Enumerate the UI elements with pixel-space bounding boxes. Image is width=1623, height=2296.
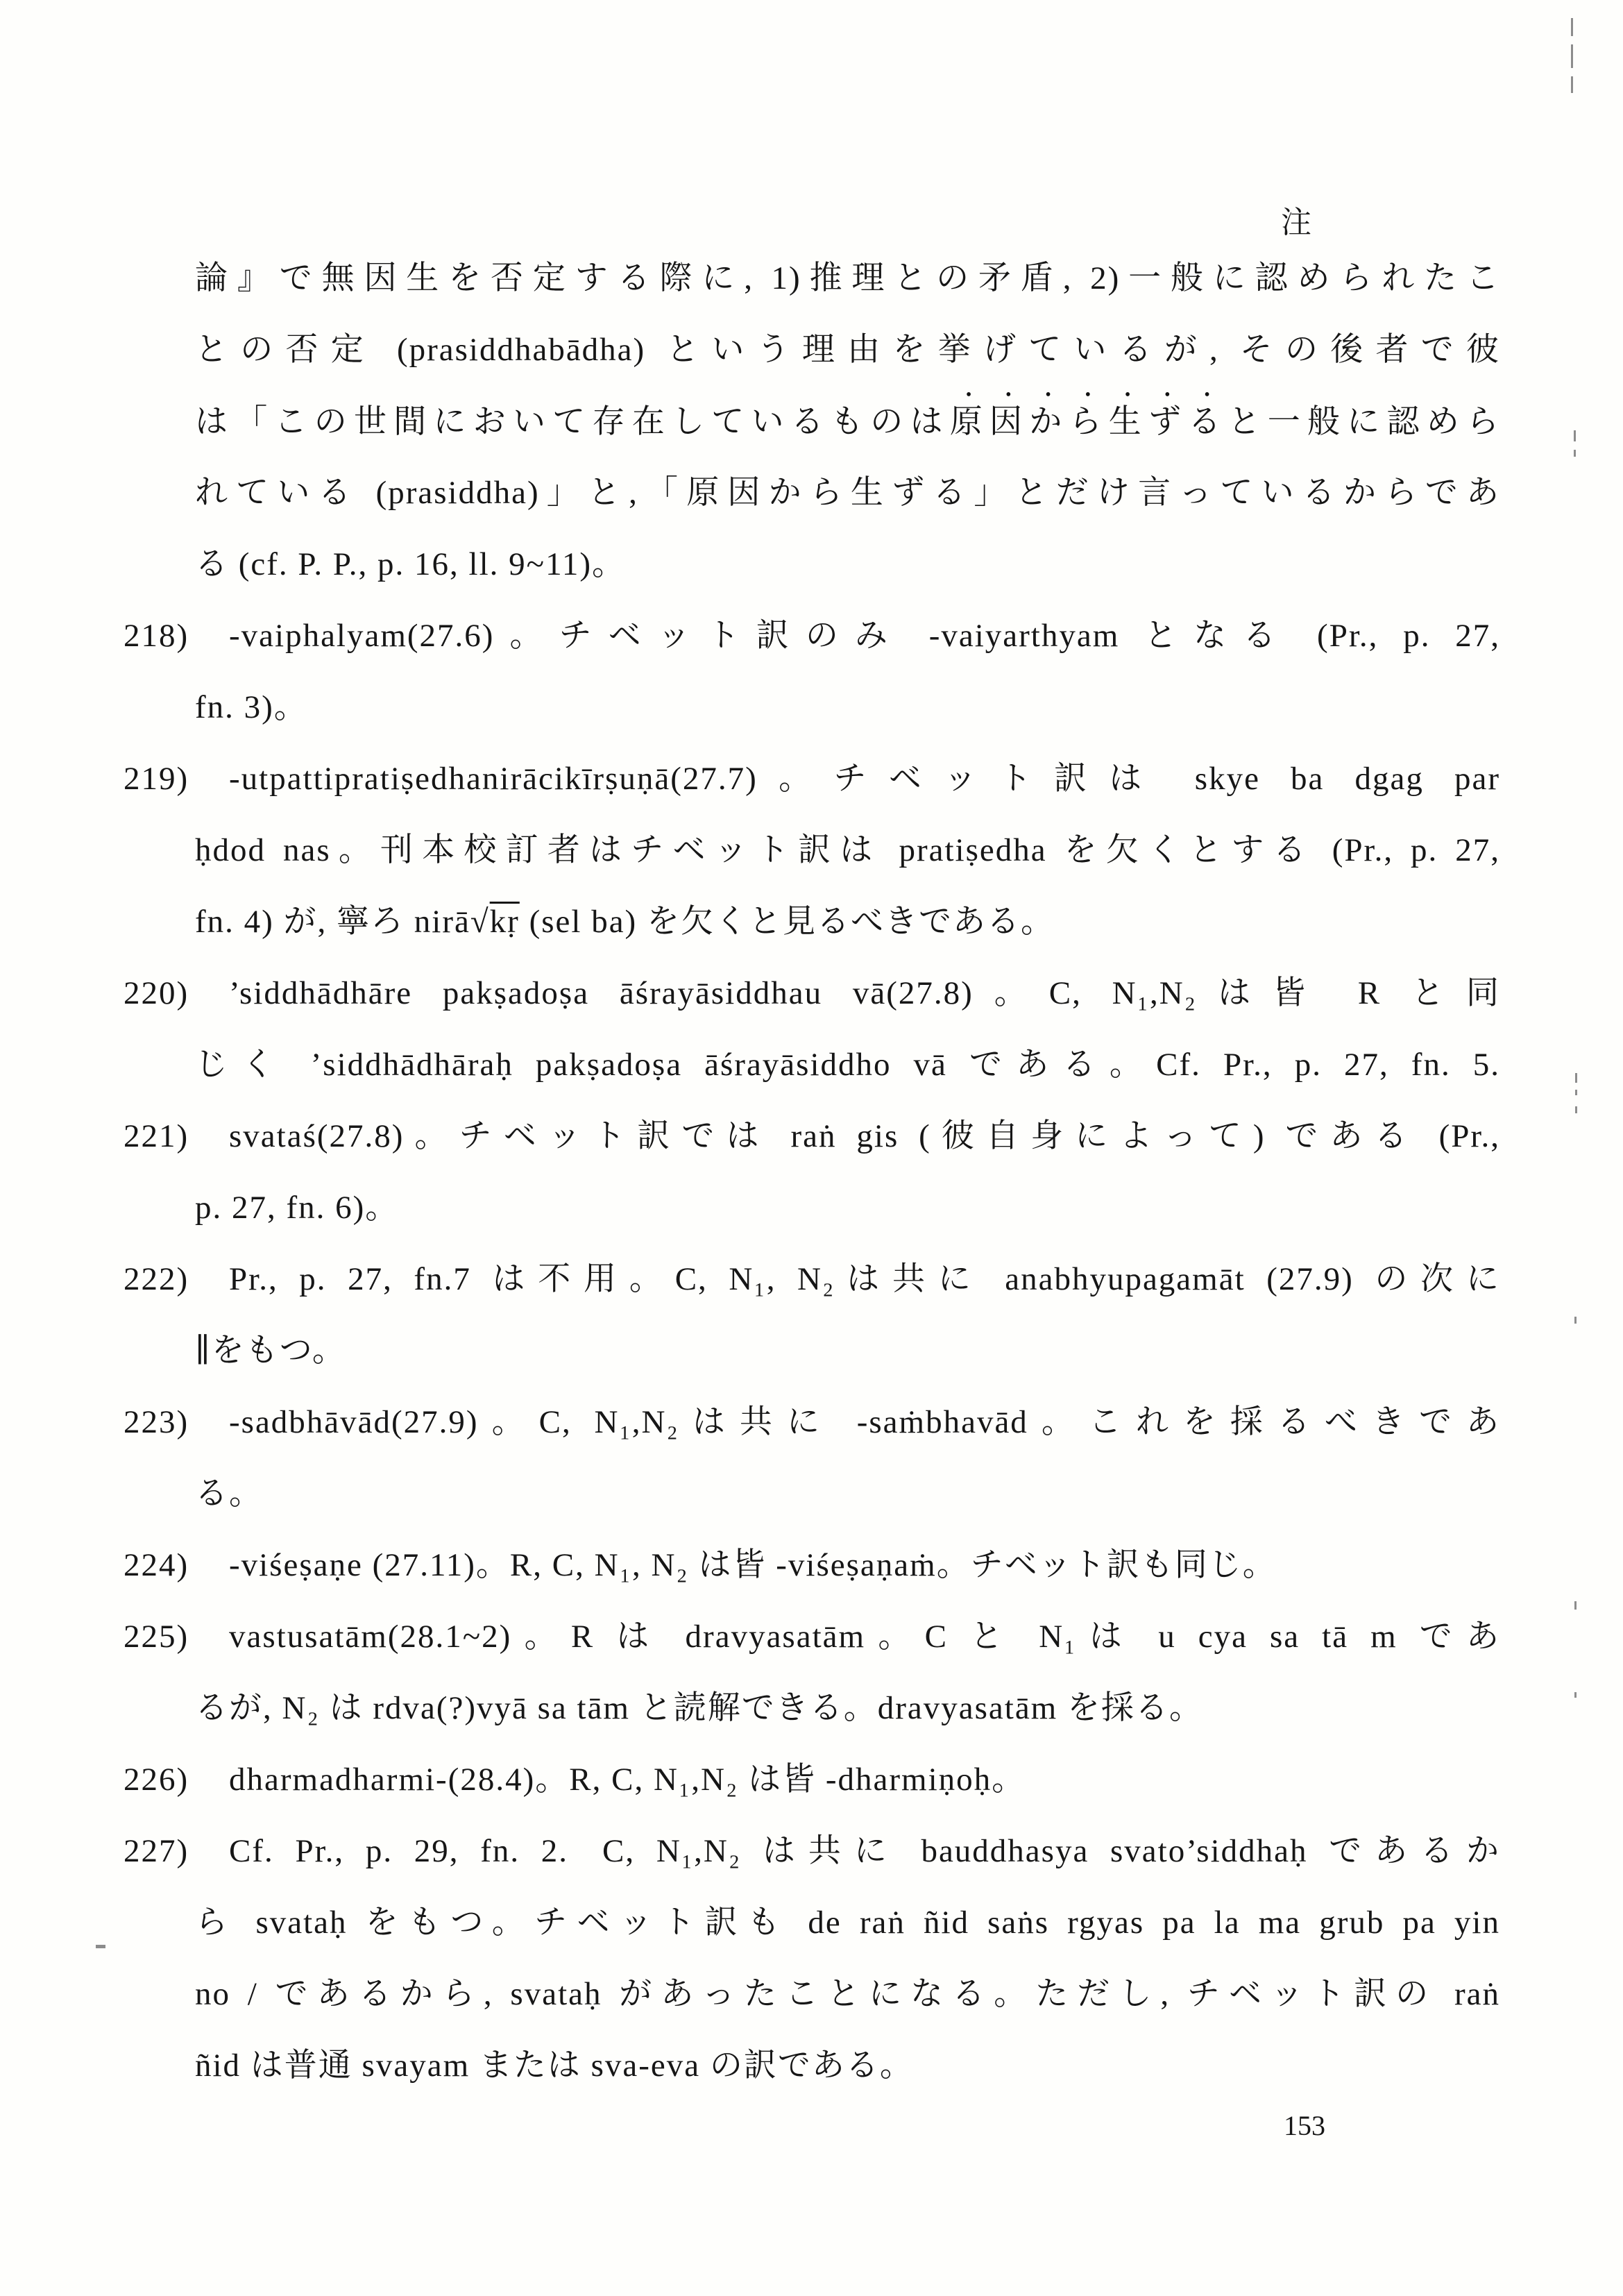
note-224 bbox=[0, 1530, 1623, 1601]
emphasized-text: 原因から生ずる bbox=[949, 404, 1228, 440]
note-number: 226) bbox=[124, 1762, 189, 1798]
text-line: fn. 3)。 bbox=[195, 689, 308, 725]
text-line: ら svataḥ をもつ。チベット訳も de raṅ ñid saṅs rgyas pa la ma grub pa yin bbox=[195, 1905, 1500, 1941]
scan-artifact bbox=[1571, 44, 1573, 68]
text-run: と一般に認めら bbox=[1227, 404, 1500, 440]
note-218 bbox=[0, 600, 1623, 743]
note-223 bbox=[0, 1387, 1623, 1530]
note-225 bbox=[0, 1601, 1623, 1744]
text-line: との否定 (prasiddhabādha) という理由を挙げているが, その後者で彼 bbox=[195, 332, 1500, 368]
text-line bbox=[0, 1816, 1500, 1887]
note-number: 225) bbox=[124, 1619, 189, 1655]
text-run: -sadbhāvād(27.9)。C, N₁,N₂は共に -saṁbhavād。これを採るべきであ bbox=[229, 1404, 1500, 1440]
text-line bbox=[0, 600, 1500, 672]
text-line: るが, N₂ は rdva(?)vyā sa tām と読解できる。dravyasatām を採る。 bbox=[195, 1690, 1203, 1726]
text-run: fn. 4) が, 寧ろ nirā√ bbox=[195, 904, 490, 940]
text-line bbox=[0, 743, 1500, 815]
text-line: じく ’siddhādhāraḥ pakṣadoṣa āśrayāsiddho vā である。Cf. Pr., p. 27, fn. 5. bbox=[195, 1047, 1500, 1083]
text-run: dharmadharmi-(28.4)。R, C, N₁,N₂ は皆 -dharmiṇoḥ。 bbox=[229, 1762, 1026, 1798]
note-219 bbox=[0, 743, 1623, 958]
text-line: p. 27, fn. 6)。 bbox=[195, 1190, 400, 1226]
text-line: れている (prasiddha)」と,「原因から生ずる」とだけ言っているからであ bbox=[195, 475, 1500, 511]
note-number: 219) bbox=[124, 761, 189, 797]
text-run: (sel ba) を欠くと見るべきである。 bbox=[519, 904, 1055, 940]
radical-overline-text: kṛ bbox=[489, 904, 520, 940]
scan-artifact bbox=[1571, 76, 1573, 93]
text-line bbox=[0, 1387, 1500, 1458]
text-line: ∥をもつ。 bbox=[195, 1333, 346, 1369]
note-number: 222) bbox=[124, 1261, 189, 1297]
note-number: 218) bbox=[124, 618, 189, 654]
text-line: 論』で無因生を否定する際に, 1)推理との矛盾, 2)一般に認められたこ bbox=[195, 260, 1500, 296]
note-227 bbox=[0, 1816, 1623, 2102]
page-number: 153 bbox=[1284, 2110, 1325, 2141]
text-line: ñid は普通 svayam または sva-eva の訳である。 bbox=[195, 2048, 914, 2084]
text-line bbox=[0, 958, 1500, 1029]
text-line: no / であるから, svataḥ があったことになる。ただし, チベット訳の raṅ bbox=[195, 1976, 1500, 2012]
note-221 bbox=[0, 1101, 1623, 1244]
text-line bbox=[0, 1601, 1500, 1673]
text-run: ’siddhādhāre pakṣadoṣa āśrayāsiddhau vā(27.8)。C, N₁,N₂は皆 R と同 bbox=[229, 975, 1500, 1011]
text-line: る (cf. P. P., p. 16, ll. 9~11)。 bbox=[195, 546, 626, 582]
text-run: -utpattipratiṣedhanirācikīrṣuṇā(27.7)。チベット訳は skye ba dgag par bbox=[229, 761, 1500, 797]
note-220 bbox=[0, 958, 1623, 1101]
text-run: vastusatām(28.1~2)。R は dravyasatām。C と N₁は u cya sa tā m であ bbox=[229, 1619, 1500, 1655]
note-222 bbox=[0, 1244, 1623, 1387]
text-line bbox=[0, 1244, 1500, 1315]
text-run: は「この世間において存在しているものは bbox=[195, 404, 950, 440]
text-run: svataś(27.8)。チベット訳では raṅ gis (彼自身によって) である (Pr., bbox=[229, 1118, 1500, 1154]
text-line bbox=[0, 886, 1500, 958]
text-line: る。 bbox=[195, 1476, 263, 1512]
note-number: 220) bbox=[124, 975, 189, 1011]
page-header-label: 注 bbox=[1281, 205, 1311, 239]
note-number: 227) bbox=[124, 1833, 189, 1869]
note-number: 223) bbox=[124, 1404, 189, 1440]
text-run: Pr., p. 27, fn.7 は不用。C, N₁, N₂は共に anabhyupagamāt (27.9) の次に bbox=[229, 1261, 1500, 1297]
note-226 bbox=[0, 1744, 1623, 1816]
text-run: Cf. Pr., p. 29, fn. 2. C, N₁,N₂ は共に bauddhasya svato’siddhaḥ であるか bbox=[229, 1833, 1500, 1869]
continuation-paragraph bbox=[0, 243, 1623, 600]
text-line bbox=[0, 1744, 1500, 1816]
note-number: 221) bbox=[124, 1118, 189, 1154]
text-line bbox=[0, 1101, 1500, 1172]
text-line: ḥdod nas。刊本校訂者はチベット訳は pratiṣedha を欠くとする (Pr., p. 27, bbox=[195, 832, 1500, 868]
scan-artifact bbox=[1571, 18, 1573, 36]
note-number: 224) bbox=[124, 1547, 189, 1583]
text-line bbox=[0, 386, 1500, 457]
text-run: -vaiphalyam(27.6)。チベット訳のみ -vaiyarthyam となる (Pr., p. 27, bbox=[229, 618, 1500, 654]
text-line bbox=[0, 1530, 1500, 1601]
text-run: -viśeṣaṇe (27.11)。R, C, N₁, N₂ は皆 -viśeṣaṇaṁ。チベット訳も同じ。 bbox=[229, 1547, 1277, 1583]
notes-section bbox=[0, 243, 1623, 2102]
